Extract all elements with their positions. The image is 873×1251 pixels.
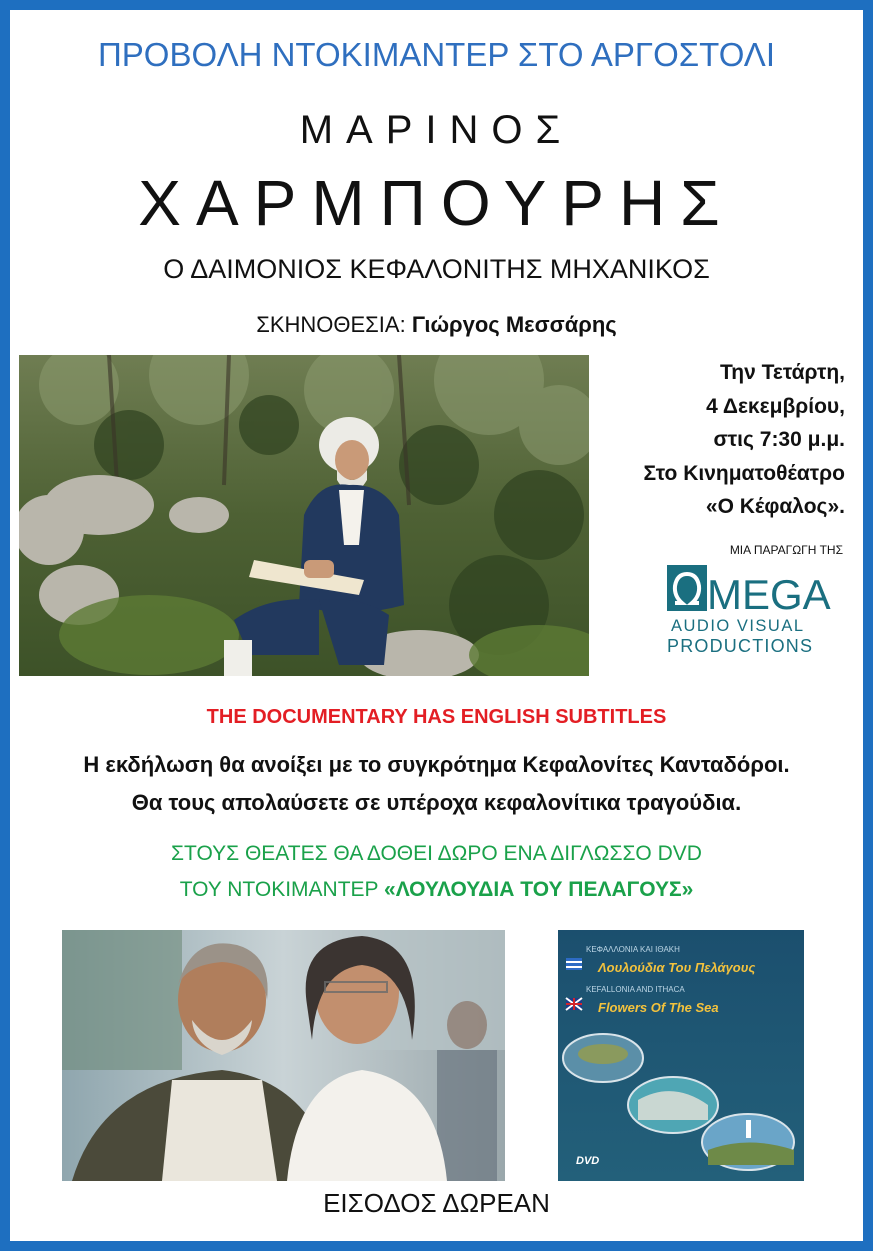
opening-act-line2: Θα τους απολαύσετε σε υπέροχα κεφαλονίτικα τραγούδια. <box>131 790 742 815</box>
subject-first-name: ΜΑΡΙΝΟΣ <box>299 108 574 152</box>
free-entry: ΕΙΣΟΔΟΣ ΔΩΡΕΑΝ <box>323 1188 550 1218</box>
logo-name: MEGA <box>707 571 831 618</box>
event-venue-name: «Ο Κέφαλος». <box>705 495 845 518</box>
dvd-gr-title: Λουλούδια Του Πελάγους <box>598 960 756 975</box>
subject-last-name: ΧΑΡΜΠΟΥΡΗΣ <box>138 167 735 239</box>
event-time: στις 7:30 μ.μ. <box>713 428 845 451</box>
poster-header: ΠΡΟΒΟΛΗ ΝΤΟΚΙΜΑΝΤΕΡ ΣΤΟ ΑΡΓΟΣΤΟΛΙ <box>97 36 776 73</box>
gift-line2 <box>0 878 873 902</box>
english-subtitles-notice: THE DOCUMENTARY HAS ENGLISH SUBTITLES <box>206 706 667 728</box>
logo-line2: AUDIO VISUAL <box>671 617 805 635</box>
dvd-badge: DVD <box>576 1155 600 1167</box>
production-label: ΜΙΑ ΠΑΡΑΓΩΓΗ ΤΗΣ <box>729 543 843 557</box>
omega-logo <box>665 563 845 658</box>
gift-line2-prefix: ΤΟΥ ΝΤΟΚΙΜΑΝΤΕΡ <box>179 878 379 901</box>
director-credit <box>0 312 873 338</box>
event-date: 4 Δεκεμβρίου, <box>706 394 845 418</box>
event-details <box>644 356 846 524</box>
dvd-cover <box>558 930 804 1181</box>
dvd-en-small: KEFALLONIA AND ITHACA <box>586 985 685 994</box>
people-photo <box>62 930 505 1181</box>
film-subtitle: Ο ΔΑΙΜΟΝΙΟΣ ΚΕΦΑΛΟΝΙΤΗΣ ΜΗΧΑΝΙΚΟΣ <box>163 254 710 284</box>
dvd-gr-small: ΚΕΦΑΛΛΟΝΙΑ ΚΑΙ ΙΘΑΚΗ <box>586 945 680 954</box>
event-day: Την Τετάρτη, <box>720 361 845 384</box>
logo-line3: PRODUCTIONS <box>667 636 814 656</box>
dvd-en-title: Flowers Of The Sea <box>598 1000 719 1015</box>
gift-dvd-title: «ΛΟΥΛΟΥΔΙΑ ΤΟΥ ΠΕΛΑΓΟΥΣ» <box>384 878 694 901</box>
director-label: ΣΚΗΝΟΘΕΣΙΑ: <box>256 312 406 337</box>
opening-act-line1: Η εκδήλωση θα ανοίξει με το συγκρότημα Κεφαλονίτες Κανταδόροι. <box>83 752 790 777</box>
director-name: Γιώργος Μεσσάρης <box>411 312 617 337</box>
forest-photo <box>19 355 589 676</box>
gift-line1: ΣΤΟΥΣ ΘΕΑΤΕΣ ΘΑ ΔΟΘΕΙ ΔΩΡΟ ΕΝΑ ΔΙΓΛΩΣΣΟ DVD <box>171 842 702 865</box>
event-venue-label: Στο Κινηματοθέατρο <box>643 461 845 485</box>
